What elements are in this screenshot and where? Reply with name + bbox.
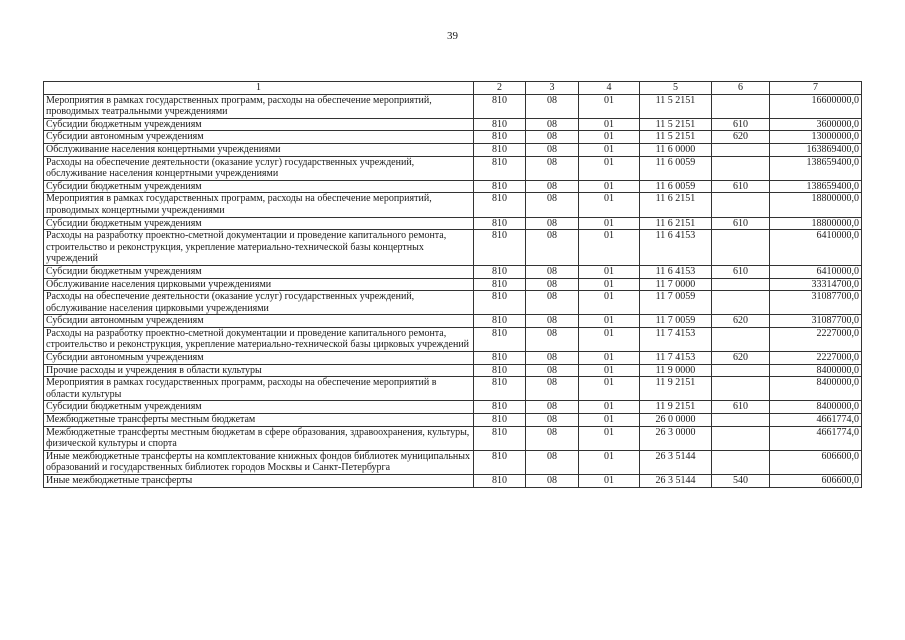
section-cell: 08 [526, 426, 579, 450]
section-cell: 08 [526, 450, 579, 474]
target-article-cell: 26 3 5144 [640, 475, 712, 488]
section-cell: 08 [526, 352, 579, 365]
amount-cell: 6410000,0 [770, 230, 862, 266]
ministry-code-cell: 810 [474, 118, 526, 131]
expense-type-cell [712, 426, 770, 450]
table-row [44, 94, 862, 118]
target-article-cell: 26 3 0000 [640, 426, 712, 450]
row-name-cell: Субсидии автономным учреждениям [44, 131, 474, 144]
expense-type-cell [712, 450, 770, 474]
target-article-cell: 11 6 2151 [640, 193, 712, 217]
column-header-amount: 7 [770, 82, 862, 95]
column-header-target-article: 5 [640, 82, 712, 95]
table-row [44, 377, 862, 401]
subsection-cell: 01 [579, 414, 640, 427]
table-row [44, 426, 862, 450]
amount-cell: 3600000,0 [770, 118, 862, 131]
ministry-code-cell: 810 [474, 230, 526, 266]
table-row [44, 118, 862, 131]
amount-cell: 4661774,0 [770, 414, 862, 427]
ministry-code-cell: 810 [474, 143, 526, 156]
row-name-cell: Мероприятия в рамках государственных программ, расходы на обеспечение мероприятий, проводимых концертными учреждениями [44, 193, 474, 217]
target-article-cell: 11 5 2151 [640, 118, 712, 131]
amount-cell: 31087700,0 [770, 291, 862, 315]
subsection-cell: 01 [579, 94, 640, 118]
subsection-cell: 01 [579, 352, 640, 365]
section-cell: 08 [526, 315, 579, 328]
expense-type-cell: 620 [712, 131, 770, 144]
amount-cell: 163869400,0 [770, 143, 862, 156]
table-row [44, 364, 862, 377]
table-header-row [44, 82, 862, 95]
table-row [44, 278, 862, 291]
column-header-section: 3 [526, 82, 579, 95]
subsection-cell: 01 [579, 131, 640, 144]
target-article-cell: 11 6 0059 [640, 180, 712, 193]
row-name-cell: Обслуживание населения цирковыми учреждениями [44, 278, 474, 291]
expense-type-cell [712, 377, 770, 401]
section-cell: 08 [526, 401, 579, 414]
row-name-cell: Расходы на разработку проектно-сметной документации и проведение капитального ремонта, строительство и реконструкция, укрепление материально-технической базы цирковых учреждений [44, 327, 474, 351]
subsection-cell: 01 [579, 180, 640, 193]
expense-type-cell [712, 94, 770, 118]
expense-type-cell: 610 [712, 118, 770, 131]
table-body [44, 94, 862, 487]
expense-type-cell: 610 [712, 401, 770, 414]
section-cell: 08 [526, 94, 579, 118]
amount-cell: 18800000,0 [770, 193, 862, 217]
subsection-cell: 01 [579, 265, 640, 278]
target-article-cell: 11 7 4153 [640, 327, 712, 351]
table-row [44, 327, 862, 351]
subsection-cell: 01 [579, 143, 640, 156]
section-cell: 08 [526, 327, 579, 351]
row-name-cell: Субсидии бюджетным учреждениям [44, 401, 474, 414]
row-name-cell: Субсидии бюджетным учреждениям [44, 265, 474, 278]
amount-cell: 4661774,0 [770, 426, 862, 450]
subsection-cell: 01 [579, 291, 640, 315]
amount-cell: 8400000,0 [770, 364, 862, 377]
amount-cell: 606600,0 [770, 475, 862, 488]
expense-type-cell [712, 291, 770, 315]
expense-type-cell: 620 [712, 352, 770, 365]
ministry-code-cell: 810 [474, 291, 526, 315]
table-row [44, 230, 862, 266]
row-name-cell: Расходы на обеспечение деятельности (оказание услуг) государственных учреждений, обслуживание населения цирковыми учреждениями [44, 291, 474, 315]
amount-cell: 8400000,0 [770, 401, 862, 414]
subsection-cell: 01 [579, 377, 640, 401]
target-article-cell: 26 0 0000 [640, 414, 712, 427]
ministry-code-cell: 810 [474, 414, 526, 427]
expense-type-cell: 610 [712, 265, 770, 278]
subsection-cell: 01 [579, 401, 640, 414]
column-header-name: 1 [44, 82, 474, 95]
section-cell: 08 [526, 278, 579, 291]
ministry-code-cell: 810 [474, 315, 526, 328]
row-name-cell: Субсидии автономным учреждениям [44, 352, 474, 365]
amount-cell: 31087700,0 [770, 315, 862, 328]
subsection-cell: 01 [579, 426, 640, 450]
table-row [44, 315, 862, 328]
section-cell: 08 [526, 265, 579, 278]
target-article-cell: 11 7 4153 [640, 352, 712, 365]
row-name-cell: Межбюджетные трансферты местным бюджетам [44, 414, 474, 427]
subsection-cell: 01 [579, 475, 640, 488]
ministry-code-cell: 810 [474, 94, 526, 118]
expense-type-cell [712, 230, 770, 266]
expense-type-cell: 610 [712, 217, 770, 230]
ministry-code-cell: 810 [474, 180, 526, 193]
subsection-cell: 01 [579, 315, 640, 328]
ministry-code-cell: 810 [474, 265, 526, 278]
row-name-cell: Иные межбюджетные трансферты [44, 475, 474, 488]
column-header-ministry-code: 2 [474, 82, 526, 95]
amount-cell: 8400000,0 [770, 377, 862, 401]
table-row [44, 193, 862, 217]
subsection-cell: 01 [579, 364, 640, 377]
expense-type-cell: 540 [712, 475, 770, 488]
ministry-code-cell: 810 [474, 352, 526, 365]
subsection-cell: 01 [579, 327, 640, 351]
amount-cell: 33314700,0 [770, 278, 862, 291]
table-row [44, 131, 862, 144]
ministry-code-cell: 810 [474, 193, 526, 217]
amount-cell: 6410000,0 [770, 265, 862, 278]
section-cell: 08 [526, 143, 579, 156]
section-cell: 08 [526, 414, 579, 427]
expense-type-cell [712, 414, 770, 427]
row-name-cell: Расходы на разработку проектно-сметной документации и проведение капитального ремонта, строительство и реконструкция, укрепление материально-технической базы концертных учреждений [44, 230, 474, 266]
amount-cell: 2227000,0 [770, 327, 862, 351]
row-name-cell: Субсидии автономным учреждениям [44, 315, 474, 328]
subsection-cell: 01 [579, 118, 640, 131]
ministry-code-cell: 810 [474, 156, 526, 180]
ministry-code-cell: 810 [474, 450, 526, 474]
table-row [44, 291, 862, 315]
row-name-cell: Мероприятия в рамках государственных программ, расходы на обеспечение мероприятий, проводимых театральными учреждениями [44, 94, 474, 118]
target-article-cell: 11 5 2151 [640, 131, 712, 144]
target-article-cell: 11 5 2151 [640, 94, 712, 118]
ministry-code-cell: 810 [474, 278, 526, 291]
amount-cell: 138659400,0 [770, 156, 862, 180]
row-name-cell: Прочие расходы и учреждения в области культуры [44, 364, 474, 377]
row-name-cell: Субсидии бюджетным учреждениям [44, 217, 474, 230]
row-name-cell: Мероприятия в рамках государственных программ, расходы на обеспечение мероприятий в области культуры [44, 377, 474, 401]
table-row [44, 401, 862, 414]
row-name-cell: Межбюджетные трансферты местным бюджетам в сфере образования, здравоохранения, культуры, физической культуры и спорта [44, 426, 474, 450]
expense-type-cell [712, 364, 770, 377]
target-article-cell: 26 3 5144 [640, 450, 712, 474]
ministry-code-cell: 810 [474, 217, 526, 230]
subsection-cell: 01 [579, 230, 640, 266]
amount-cell: 138659400,0 [770, 180, 862, 193]
row-name-cell: Субсидии бюджетным учреждениям [44, 180, 474, 193]
ministry-code-cell: 810 [474, 364, 526, 377]
amount-cell: 18800000,0 [770, 217, 862, 230]
target-article-cell: 11 6 0059 [640, 156, 712, 180]
row-name-cell: Обслуживание населения концертными учреждениями [44, 143, 474, 156]
amount-cell: 16600000,0 [770, 94, 862, 118]
section-cell: 08 [526, 180, 579, 193]
subsection-cell: 01 [579, 450, 640, 474]
budget-table [43, 81, 862, 488]
amount-cell: 13000000,0 [770, 131, 862, 144]
target-article-cell: 11 6 2151 [640, 217, 712, 230]
section-cell: 08 [526, 118, 579, 131]
row-name-cell: Субсидии бюджетным учреждениям [44, 118, 474, 131]
target-article-cell: 11 9 2151 [640, 377, 712, 401]
target-article-cell: 11 7 0059 [640, 291, 712, 315]
table-row [44, 414, 862, 427]
table-row [44, 180, 862, 193]
subsection-cell: 01 [579, 217, 640, 230]
page-number: 39 [447, 30, 458, 42]
expense-type-cell [712, 143, 770, 156]
ministry-code-cell: 810 [474, 377, 526, 401]
target-article-cell: 11 6 4153 [640, 265, 712, 278]
target-article-cell: 11 7 0059 [640, 315, 712, 328]
table-row [44, 156, 862, 180]
section-cell: 08 [526, 156, 579, 180]
table-row [44, 265, 862, 278]
target-article-cell: 11 6 0000 [640, 143, 712, 156]
ministry-code-cell: 810 [474, 131, 526, 144]
ministry-code-cell: 810 [474, 401, 526, 414]
ministry-code-cell: 810 [474, 426, 526, 450]
amount-cell: 2227000,0 [770, 352, 862, 365]
subsection-cell: 01 [579, 278, 640, 291]
table-row [44, 217, 862, 230]
section-cell: 08 [526, 364, 579, 377]
target-article-cell: 11 9 2151 [640, 401, 712, 414]
section-cell: 08 [526, 217, 579, 230]
section-cell: 08 [526, 291, 579, 315]
column-header-expense-type: 6 [712, 82, 770, 95]
target-article-cell: 11 6 4153 [640, 230, 712, 266]
expense-type-cell [712, 278, 770, 291]
expense-type-cell [712, 156, 770, 180]
subsection-cell: 01 [579, 156, 640, 180]
column-header-subsection: 4 [579, 82, 640, 95]
row-name-cell: Расходы на обеспечение деятельности (оказание услуг) государственных учреждений, обслуживание населения концертными учреждениями [44, 156, 474, 180]
expense-type-cell: 610 [712, 180, 770, 193]
section-cell: 08 [526, 193, 579, 217]
amount-cell: 606600,0 [770, 450, 862, 474]
expense-type-cell [712, 327, 770, 351]
target-article-cell: 11 9 0000 [640, 364, 712, 377]
ministry-code-cell: 810 [474, 475, 526, 488]
expense-type-cell: 620 [712, 315, 770, 328]
row-name-cell: Иные межбюджетные трансферты на комплектование книжных фондов библиотек муниципальных образований и государственных библиотек городов Москвы и Санкт-Петербурга [44, 450, 474, 474]
ministry-code-cell: 810 [474, 327, 526, 351]
target-article-cell: 11 7 0000 [640, 278, 712, 291]
table-row [44, 143, 862, 156]
table-row [44, 352, 862, 365]
section-cell: 08 [526, 131, 579, 144]
section-cell: 08 [526, 377, 579, 401]
section-cell: 08 [526, 475, 579, 488]
table-row [44, 475, 862, 488]
expense-type-cell [712, 193, 770, 217]
table-row [44, 450, 862, 474]
subsection-cell: 01 [579, 193, 640, 217]
section-cell: 08 [526, 230, 579, 266]
